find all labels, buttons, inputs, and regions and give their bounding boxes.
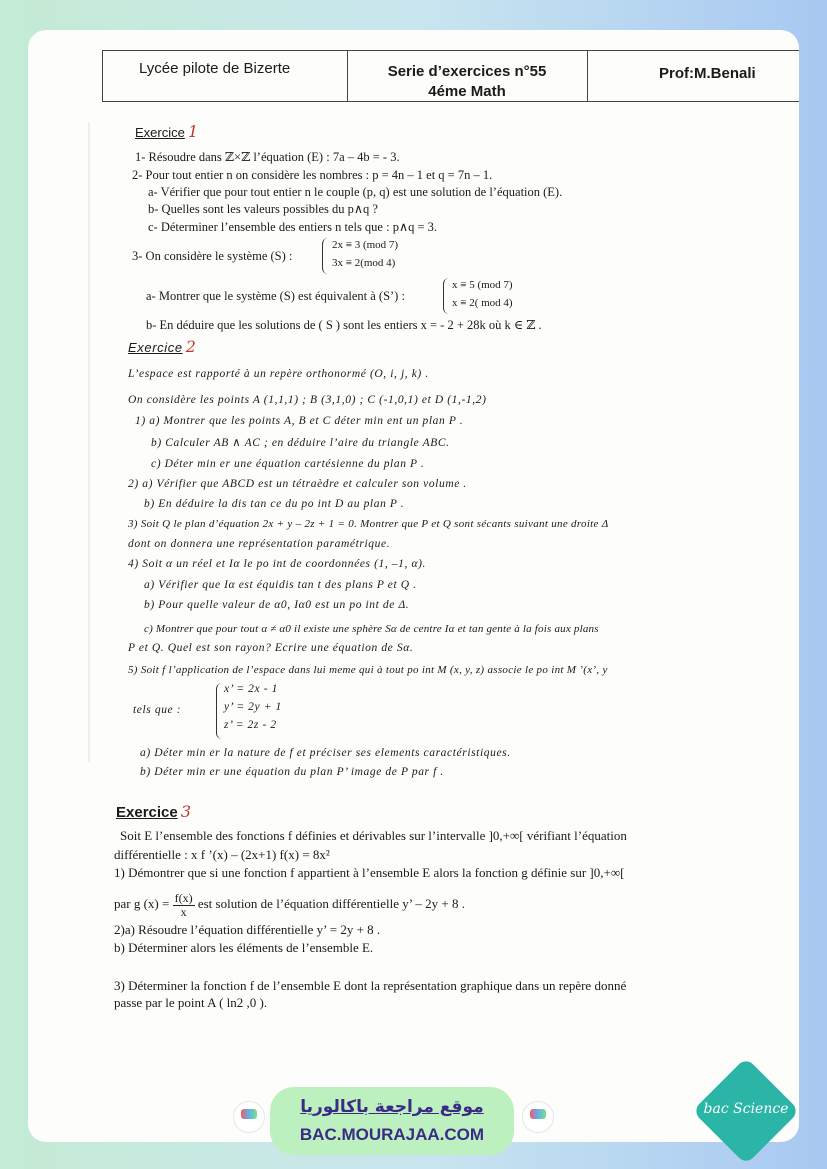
- system-s: [332, 236, 398, 272]
- ex2-q5b: b) Déter min er une équation du plan P’ image de P par f .: [140, 766, 444, 778]
- exercise-2-number: 2: [185, 337, 196, 356]
- exercise-3-heading: [116, 802, 192, 821]
- ex3-p5: 2)a) Résoudre l’équation différentielle y’ = 2y + 8 .: [114, 922, 381, 937]
- exercise-3-title: Exercice: [116, 804, 178, 821]
- site-logo-left: [233, 1101, 265, 1133]
- header-teacher-cell: [587, 51, 799, 101]
- system-eq-1: 2x ≡ 3 (mod 7): [332, 239, 399, 251]
- transform-y: y’ = 2y + 1: [224, 701, 282, 713]
- bac-science-label: bac Science: [703, 1101, 789, 1117]
- level: 4éme Math: [428, 83, 506, 100]
- ex2-q2a: 2) a) Vérifier que ABCD est un tétraèdre et calculer son volume .: [128, 478, 467, 490]
- ex3-p7: 3) Déterminer la fonction f de l’ensemble E dont la représentation graphique dans un repère donné: [114, 978, 627, 993]
- ex2-q3b: dont on donnera une représentation paramétrique.: [128, 538, 391, 550]
- ex2-q5-tels-que: tels que :: [133, 704, 182, 716]
- ex1-q1: 1- Résoudre dans ℤ×ℤ l’équation (E) : 7a – 4b = - 3.: [135, 150, 400, 164]
- series-title: Serie d’exercices n°55: [387, 63, 547, 80]
- transform-system: [224, 680, 282, 734]
- ex2-q5a: a) Déter min er la nature de f et préciser ses elements caractéristiques.: [140, 747, 511, 759]
- site-name-arabic[interactable]: موقع مراجعة باكالوريا: [300, 1097, 484, 1117]
- ex2-q3a: 3) Soit Q le plan d’équation 2x + y – 2z + 1 = 0. Montrer que P et Q sont sécants suivant une droite Δ: [128, 518, 609, 530]
- site-banner[interactable]: [270, 1087, 514, 1155]
- ex2-q4c-cont: P et Q. Quel est son rayon? Ecrire une équation de Sα.: [128, 642, 414, 654]
- ex3-p3: 1) Démontrer que si une fonction f appartient à l’ensemble E alors la fonction g définie sur ]0,+∞[: [114, 865, 625, 880]
- ex1-q3b: b- En déduire que les solutions de ( S ) sont les entiers x = - 2 + 28k où k ∈ ℤ .: [146, 318, 542, 332]
- ex2-q1c: c) Déter min er une équation cartésienne du plan P .: [151, 458, 425, 470]
- ex1-q2b: b- Quelles sont les valeurs possibles du p∧q ?: [148, 202, 378, 216]
- ex2-q4: 4) Soit α un réel et Iα le po int de coordonnées (1, –1, α).: [128, 558, 427, 570]
- exam-sheet: [28, 30, 799, 1142]
- fraction-denominator: x: [180, 904, 187, 919]
- ex3-p6: b) Déterminer alors les éléments de l’ensemble E.: [114, 940, 374, 955]
- ex2-q1b: b) Calculer AB ∧ AC ; en déduire l’aire du triangle ABC.: [151, 437, 450, 449]
- transform-x: x’ = 2x - 1: [224, 683, 278, 695]
- system-prime-eq-2: x ≡ 2( mod 4): [452, 297, 513, 309]
- header-school-cell: [103, 51, 348, 101]
- teacher-name: Prof:M.Benali: [659, 65, 756, 82]
- exercise-1-number: 1: [187, 122, 199, 141]
- ex1-q2a: a- Vérifier que pour tout entier n le couple (p, q) est une solution de l’équation (E).: [148, 185, 563, 199]
- ex1-q3a: a- Montrer que le système (S) est équivalent à (S’) :: [146, 289, 405, 303]
- transform-brace: [216, 683, 223, 739]
- ex2-q4b: b) Pour quelle valeur de α0, Iα0 est un po int de Δ.: [144, 599, 410, 611]
- ex2-q5: 5) Soit f l’application de l’espace dans lui meme qui à tout po int M (x, y, z) associe le po int M ’(x’, y: [128, 664, 608, 676]
- system-eq-2: 3x ≡ 2(mod 4): [332, 257, 396, 269]
- ex3-p1: Soit E l’ensemble des fonctions f définies et dérivables sur l’intervalle ]0,+∞[ vérifiant l’équation: [120, 828, 627, 843]
- fraction-numerator: f(x): [174, 890, 193, 905]
- ex3-p4-lead: par g (x) =: [114, 896, 170, 911]
- exercise-2-title: Exercice: [128, 340, 183, 355]
- exercise-1-heading: [135, 122, 199, 141]
- header-series-cell: [347, 51, 588, 101]
- ex2-intro-2: On considère les points A (1,1,1) ; B (3,1,0) ; C (-1,0,1) et D (1,-1,2): [128, 394, 487, 406]
- system-brace: [322, 238, 329, 274]
- ex1-q3: 3- On considère le système (S) :: [132, 249, 293, 263]
- exercise-1-title: Exercice: [135, 125, 185, 140]
- ex2-q4c: c) Montrer que pour tout α ≠ α0 il existe une sphère Sα de centre Iα et tan gente à la fois aux plans: [144, 623, 599, 635]
- ex2-q1a: 1) a) Montrer que les points A, B et C déter min ent un plan P .: [135, 415, 464, 427]
- system-prime-eq-1: x ≡ 5 (mod 7): [452, 279, 513, 291]
- ex3-p8: passe par le point A ( ln2 ,0 ).: [114, 995, 268, 1010]
- ex3-p2: différentielle : x f ’(x) – (2x+1) f(x) = 8x²: [114, 847, 330, 862]
- ex1-q2: 2- Pour tout entier n on considère les nombres : p = 4n – 1 et q = 7n – 1.: [132, 168, 493, 182]
- ex2-intro-1: L’espace est rapporté à un repère orthonormé (O, i, j, k) .: [128, 368, 429, 380]
- school-name: Lycée pilote de Bizerte: [139, 60, 291, 77]
- ex2-q2b: b) En déduire la dis tan ce du po int D au plan P .: [144, 498, 405, 510]
- exercise-2-heading: [128, 337, 196, 356]
- transform-z: z’ = 2z - 2: [224, 719, 277, 731]
- site-logo-right: [522, 1101, 554, 1133]
- ex3-p4: [114, 890, 465, 919]
- system-s-prime: [452, 276, 513, 312]
- system-prime-brace: [443, 278, 450, 314]
- exercise-3-number: 3: [180, 802, 192, 821]
- fraction-fx-over-x: [173, 892, 195, 919]
- site-url[interactable]: BAC.MOURAJAA.COM: [299, 1125, 485, 1144]
- ex1-q2c: c- Déterminer l’ensemble des entiers n tels que : p∧q = 3.: [148, 220, 438, 234]
- ex3-p4-tail: est solution de l’équation différentielle y’ – 2y + 8 .: [197, 896, 465, 911]
- header-table: [102, 50, 799, 102]
- ex2-q4a: a) Vérifier que Iα est équidis tan t des plans P et Q .: [144, 579, 417, 591]
- scan-shadow: [88, 122, 90, 762]
